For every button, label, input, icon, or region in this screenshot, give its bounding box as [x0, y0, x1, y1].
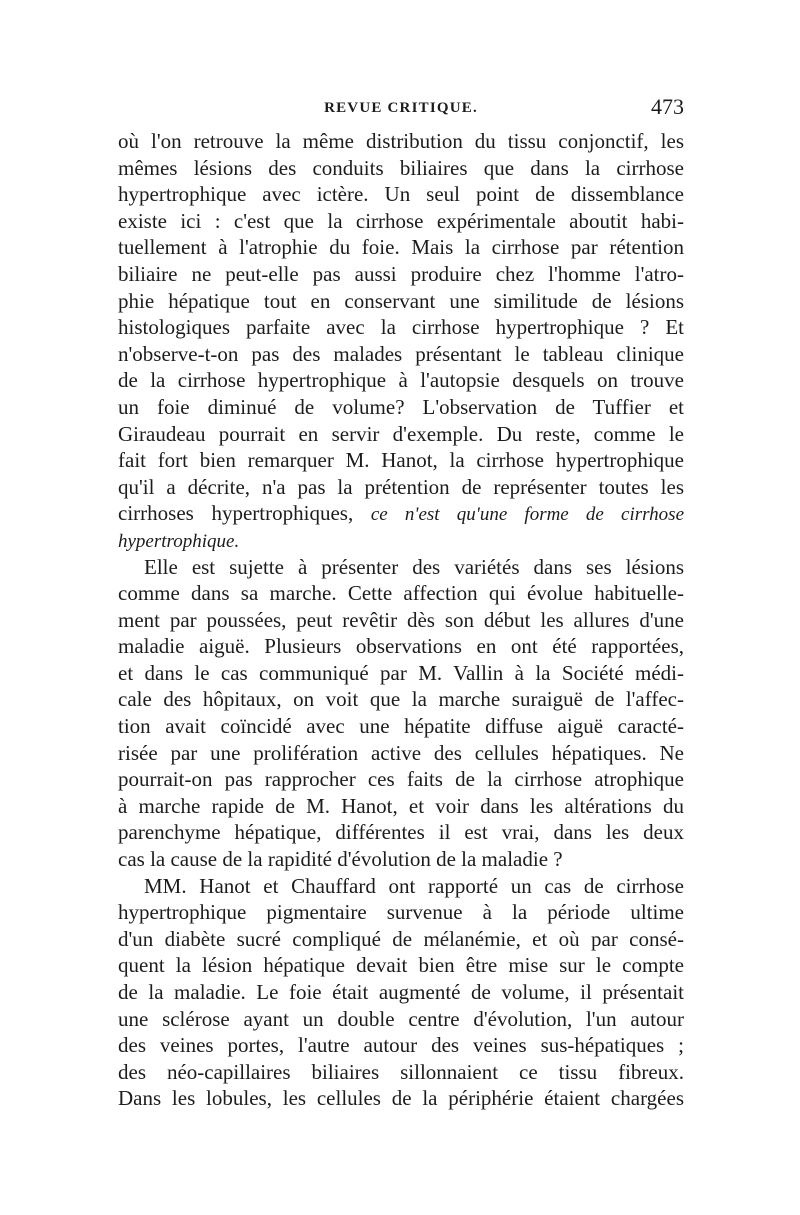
text-line: existe ici : c'est que la cirrhose expérimentale aboutit habi-	[118, 208, 684, 233]
italic-quote: ce n'est qu'une forme de cirrhose	[370, 504, 684, 526]
text-line: comme dans sa marche. Cette affection qui évolue habituelle-	[118, 581, 684, 606]
text-line: histologiques parfaite avec la cirrhose hypertrophique ? Et	[118, 315, 684, 340]
text-line: maladie aiguë. Plusieurs observations en ont été rapportées,	[118, 634, 684, 659]
text-line: de la maladie. Le foie était augmenté de volume, il présentait	[118, 980, 684, 1004]
text-line: tuellement à l'atrophie du foie. Mais la cirrhose par rétention	[118, 235, 684, 260]
text-line: à marche rapide de M. Hanot, et voir dans les altérations du	[118, 793, 684, 818]
roman-text: cirrhoses hypertrophiques,	[118, 501, 371, 526]
text-line-mixed	[118, 500, 684, 527]
text-line: qu'il a décrite, n'a pas la prétention de représenter toutes les	[118, 474, 684, 499]
text-line: Elle est sujette à présenter des variétés dans ses lésions	[144, 554, 684, 579]
text-line: tion avait coïncidé avec une hépatite diffuse aiguë caracté-	[118, 714, 684, 739]
text-line: Giraudeau pourrait en servir d'exemple. Du reste, comme le	[118, 421, 684, 446]
text-line: hypertrophique avec ictère. Un seul point de dissemblance	[118, 182, 684, 207]
text-line: risée par une prolifération active des cellules hépatiques. Ne	[118, 740, 684, 765]
text-line-italic	[118, 527, 684, 554]
text-line: phie hépatique tout en conservant une similitude de lésions	[118, 288, 684, 313]
running-head	[118, 94, 684, 122]
text-line: ment par poussées, peut revêtir dès son début les allures d'une	[118, 607, 684, 632]
text-line: Dans les lobules, les cellules de la périphérie étaient chargées	[118, 1086, 684, 1111]
text-line: n'observe-t-on pas des malades présentant le tableau clinique	[118, 341, 684, 366]
text-line: hypertrophique pigmentaire survenue à la période ultime	[118, 900, 684, 925]
text-line: parenchyme hépatique, différentes il est vrai, dans les deux	[118, 820, 684, 845]
running-title: REVUE CRITIQUE.	[324, 100, 478, 116]
text-line: une sclérose ayant un double centre d'évolution, l'un autour	[118, 1006, 684, 1031]
text-line: d'un diabète sucré compliqué de mélanémie, et où par consé-	[118, 926, 684, 951]
text-line: et dans le cas communiqué par M. Vallin à la Société médi-	[118, 660, 684, 685]
text-line: des néo-capillaires biliaires sillonnaient ce tissu fibreux.	[118, 1059, 684, 1084]
text-line: MM. Hanot et Chauffard ont rapporté un cas de cirrhose	[144, 873, 684, 898]
text-line: cale des hôpitaux, on voit que la marche suraiguë de l'affec-	[118, 687, 684, 712]
text-line: cas la cause de la rapidité d'évolution de la maladie ?	[118, 847, 563, 872]
text-line: pourrait-on pas rapprocher ces faits de la cirrhose atrophique	[118, 767, 684, 792]
text-line: fait fort bien remarquer M. Hanot, la cirrhose hypertrophique	[118, 448, 684, 473]
page-number: 473	[651, 94, 684, 119]
text-line: mêmes lésions des conduits biliaires que dans la cirrhose	[118, 155, 684, 180]
body-text	[118, 128, 684, 1112]
text-line: de la cirrhose hypertrophique à l'autopsie desquels on trouve	[118, 368, 684, 393]
text-line: biliaire ne peut-elle pas aussi produire chez l'homme l'atro-	[118, 261, 684, 286]
text-line: des veines portes, l'autre autour des veines sus-hépatiques ;	[118, 1033, 684, 1058]
italic-quote-end: hypertrophique.	[118, 530, 240, 552]
text-line: quent la lésion hépatique devait bien être mise sur le compte	[118, 953, 684, 978]
text-line: un foie diminué de volume? L'observation de Tuffier et	[118, 394, 684, 419]
text-line: où l'on retrouve la même distribution du tissu conjonctif, les	[118, 129, 684, 153]
